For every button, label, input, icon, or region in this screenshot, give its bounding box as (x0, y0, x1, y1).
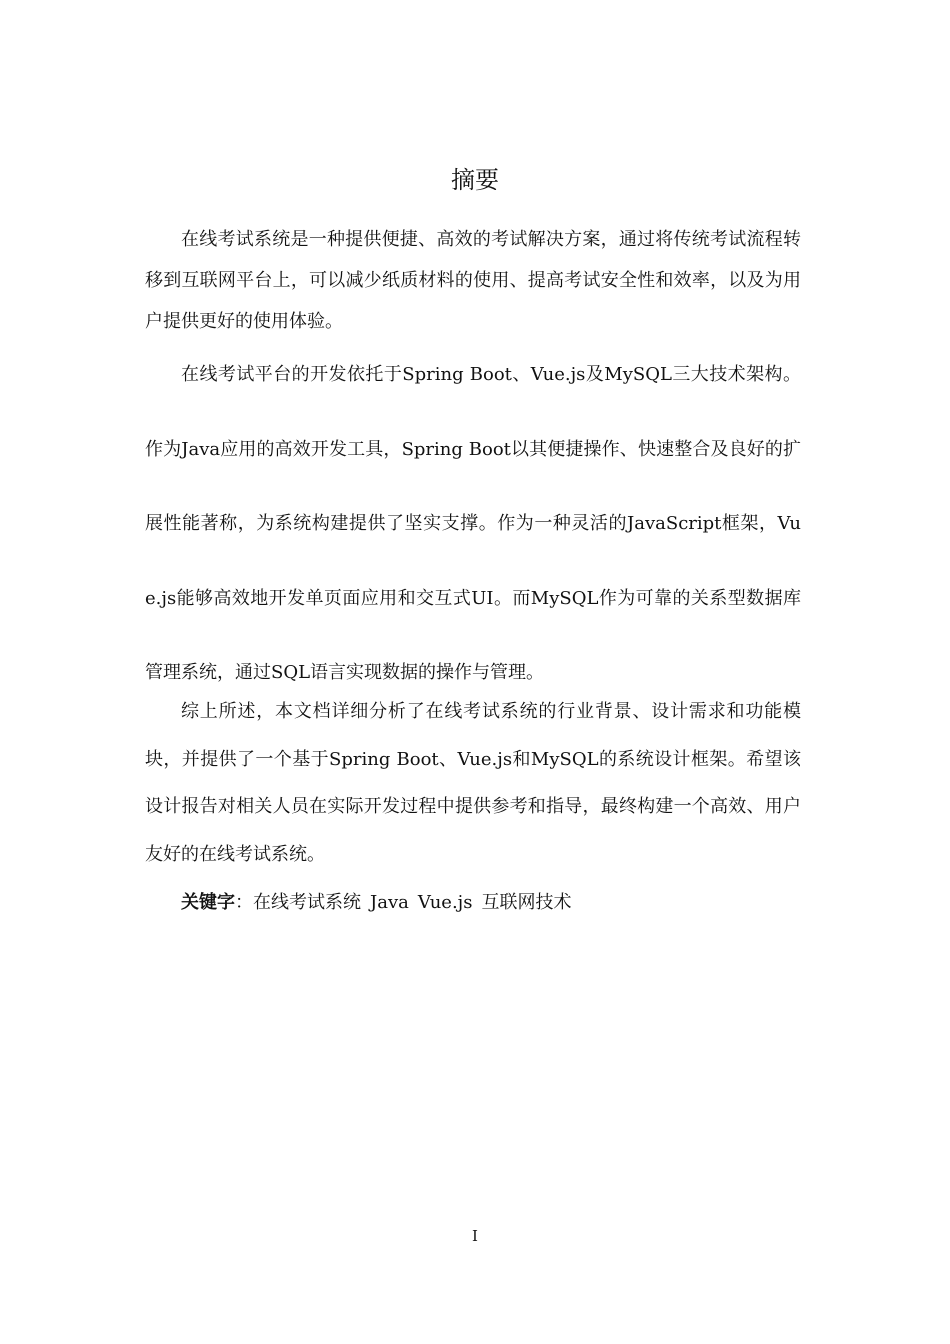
keyword-item: 互联网技术 (481, 892, 572, 913)
abstract-paragraph-3: 综上所述，本文档详细分析了在线考试系统的行业背景、设计需求和功能模块，并提供了一个基于Spring Boot、Vue.js和MySQL的系统设计框架。希望该设计报告对相关人员在实际开发过程中提供参考和指导，最终构建一个高效、用户友好的在线考试系统。 (145, 701, 801, 865)
keyword-item: Vue.js (417, 892, 473, 913)
keywords-line (181, 887, 572, 919)
keywords-label: 关键字 (181, 892, 235, 913)
keyword-item: Java (370, 892, 409, 913)
page-number: I (472, 1227, 478, 1245)
abstract-title: 摘要 (451, 166, 499, 194)
abstract-paragraph-2: 在线考试平台的开发依托于Spring Boot、Vue.js及MySQL三大技术架构。作为Java应用的高效开发工具，Spring Boot以其便捷操作、快速整合及良好的扩展性能著称，为系统构建提供了坚实支撑。作为一种灵活的JavaScript框架，Vue.js能够高效地开发单页面应用和交互式UI。而MySQL作为可靠的关系型数据库管理系统，通过SQL语言实现数据的操作与管理。 (145, 364, 801, 683)
abstract-paragraph-1: 在线考试系统是一种提供便捷、高效的考试解决方案，通过将传统考试流程转移到互联网平台上，可以减少纸质材料的使用、提高考试安全性和效率，以及为用户提供更好的使用体验。 (145, 229, 801, 332)
keyword-item: 在线考试系统 (253, 892, 361, 913)
keywords-separator: ： (235, 892, 253, 913)
